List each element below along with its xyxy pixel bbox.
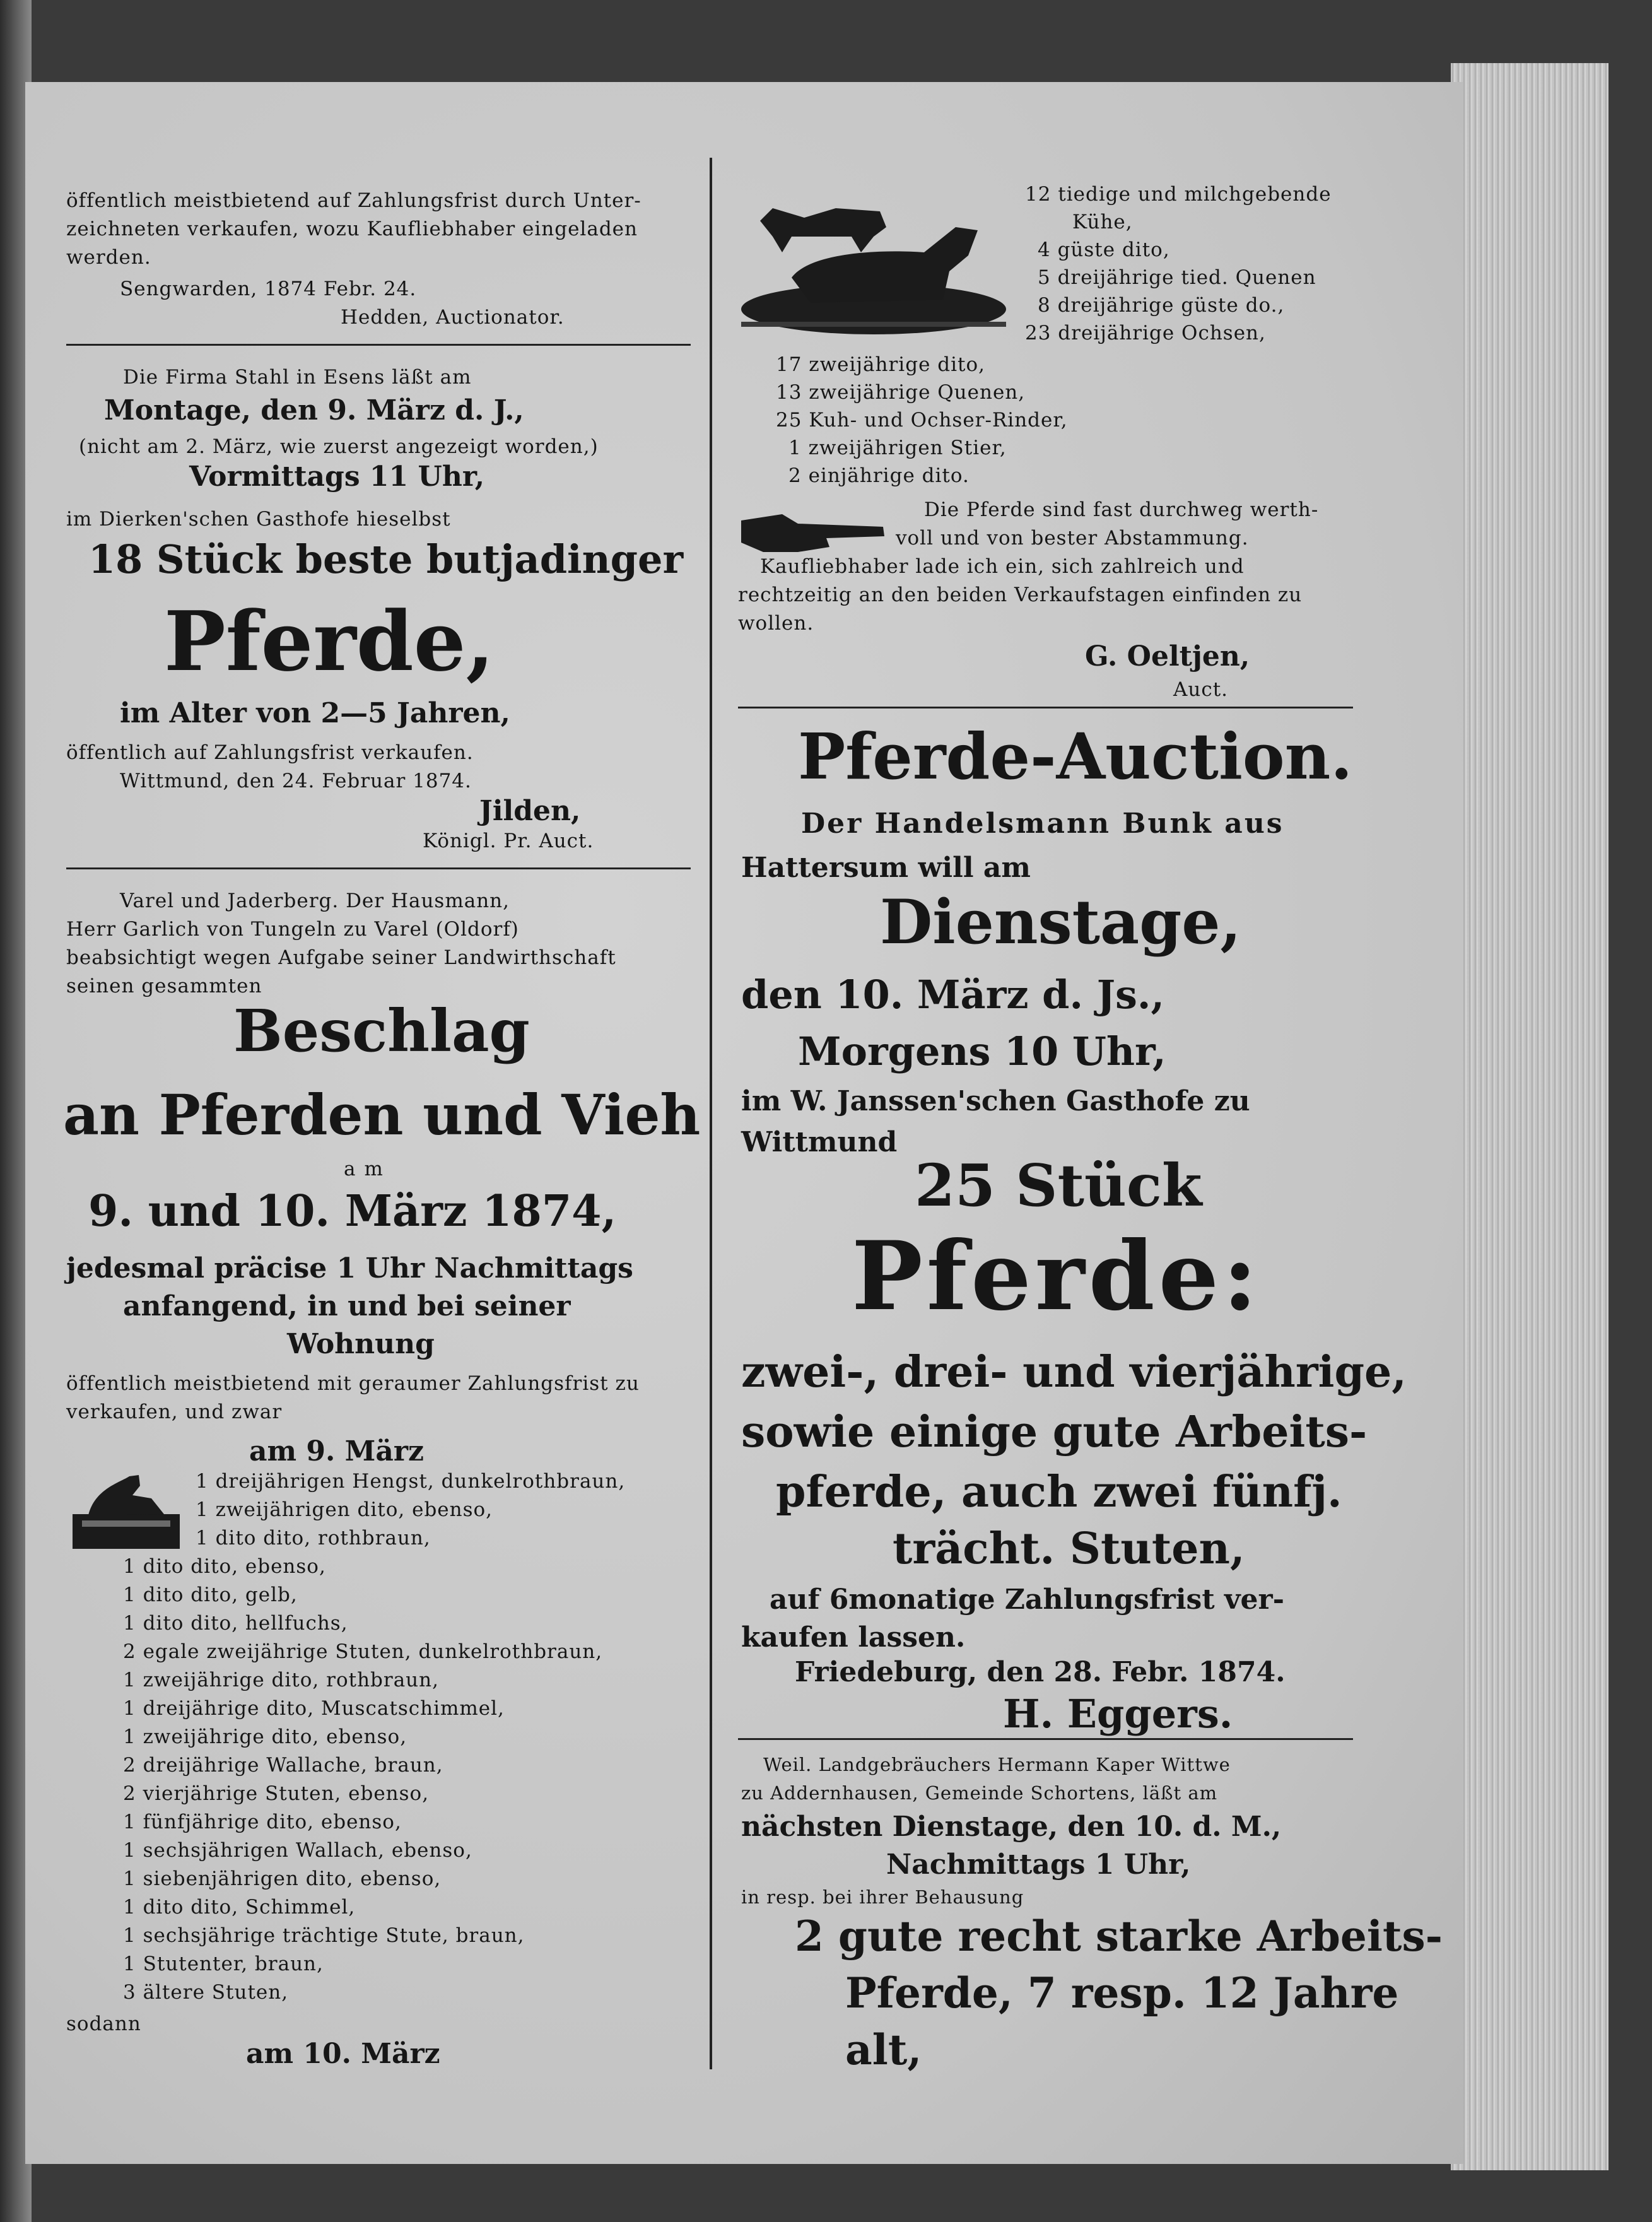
- horse-vignette-icon: [69, 1470, 183, 1552]
- ad-r3-line: Nachmittags 1 Uhr,: [886, 1849, 1191, 1881]
- ad2-line: Jilden,: [479, 795, 581, 827]
- list-item: 1 sechsjährigen Wallach, ebenso,: [123, 1839, 472, 1862]
- list-item: 8 dreijährige güste do.,: [1038, 294, 1285, 317]
- list-item: 5 dreijährige tied. Quenen: [1038, 266, 1316, 289]
- ad-r1-note: voll und von bester Abstammung.: [896, 527, 1249, 550]
- list-item: 23 dreijährige Ochsen,: [1025, 322, 1266, 344]
- ad3-am10: am 10. März: [246, 2038, 440, 2070]
- ad2-headline: 18 Stück beste butjadinger: [88, 536, 684, 582]
- list-item: 4 güste dito,: [1038, 238, 1170, 261]
- ad-r1-note: Die Pferde sind fast durchweg werth-: [924, 498, 1319, 521]
- ad-r3-headline: Pferde, 7 resp. 12 Jahre: [845, 1968, 1399, 2018]
- ad2-pferde: Pferde,: [164, 593, 495, 690]
- ad2-line: im Dierken'schen Gasthofe hieselbst: [66, 508, 451, 531]
- list-item: 1 dito dito, hellfuchs,: [123, 1612, 348, 1635]
- list-item: 25 Kuh- und Ochser-Rinder,: [776, 409, 1068, 432]
- list-item: 1 zweijährige dito, ebenso,: [123, 1725, 407, 1748]
- ad-r2-line: Friedeburg, den 28. Febr. 1874.: [795, 1656, 1286, 1688]
- ad-r2-pferde: Pferde:: [852, 1221, 1262, 1332]
- ad-r2-line: Wittmund: [741, 1126, 898, 1158]
- ad1-line: werden.: [66, 246, 151, 269]
- ad3-line: seinen gesammten: [66, 975, 262, 997]
- ad-r1-signature: G. Oeltjen,: [1085, 640, 1250, 673]
- ad-r2-count: 25 Stück: [915, 1151, 1202, 1220]
- book-fore-edge: [1451, 63, 1608, 2170]
- list-item: 1 zweijährigen Stier,: [788, 437, 1007, 459]
- ad2-line: Wittmund, den 24. Februar 1874.: [120, 770, 472, 792]
- ad3-line: verkaufen, und zwar: [66, 1401, 283, 1423]
- ad-separator: [66, 344, 691, 346]
- ad-r1-signature2: Auct.: [1173, 678, 1229, 701]
- ad3-line: anfangend, in und bei seiner: [123, 1290, 571, 1322]
- ad3-beschlag: Beschlag: [233, 997, 530, 1065]
- list-item: 2 einjährige dito.: [788, 464, 970, 487]
- ad-r3-line: zu Addernhausen, Gemeinde Schortens, läßt am: [741, 1782, 1218, 1804]
- ad-r1-line: Kaufliebhaber lade ich ein, sich zahlreich und: [760, 555, 1245, 578]
- ad-r1-line: wollen.: [738, 612, 814, 635]
- ad-r3-line: in resp. bei ihrer Behausung: [741, 1886, 1024, 1908]
- ad-r3-line: nächsten Dienstage, den 10. d. M.,: [741, 1811, 1282, 1843]
- list-item: 3 ältere Stuten,: [123, 1981, 289, 2004]
- ad-r3-headline: alt,: [845, 2025, 922, 2074]
- ad3-line: am: [344, 1158, 392, 1180]
- list-item: 1 dito dito, rothbraun,: [196, 1527, 431, 1549]
- ad-r2-line: trächt. Stuten,: [893, 1524, 1245, 1574]
- ad3-line: Varel und Jaderberg. Der Hausmann,: [120, 890, 510, 912]
- ad3-line: am 9. März: [249, 1435, 425, 1467]
- list-item: 1 siebenjährigen dito, ebenso,: [123, 1867, 442, 1890]
- ad-r2-title: Pferde-Auction.: [798, 719, 1353, 794]
- ad-r2-date: den 10. März d. Js.,: [741, 972, 1165, 1018]
- list-item: 1 dito dito, Schimmel,: [123, 1896, 356, 1919]
- ad-r2-line: kaufen lassen.: [741, 1621, 966, 1654]
- ad2-line: Die Firma Stahl in Esens läßt am: [123, 366, 472, 389]
- column-divider: [710, 158, 712, 2069]
- list-item: 1 dito dito, gelb,: [123, 1584, 298, 1606]
- ad-separator: [738, 1738, 1353, 1740]
- cattle-vignette-icon: [735, 183, 1012, 341]
- list-item: Kühe,: [1072, 211, 1133, 233]
- ad1-line: öffentlich meistbietend auf Zahlungsfrist durch Unter-: [66, 189, 641, 212]
- ad3-line: öffentlich meistbietend mit geraumer Zahlungsfrist zu: [66, 1372, 640, 1395]
- ad2-line: Vormittags 11 Uhr,: [189, 461, 485, 493]
- ad3-dates: 9. und 10. März 1874,: [88, 1186, 617, 1237]
- ad2-line: öffentlich auf Zahlungsfrist verkaufen.: [66, 741, 474, 764]
- list-item: 1 Stutenter, braun,: [123, 1953, 324, 1975]
- ad-r3-line: Weil. Landgebräuchers Hermann Kaper Wittwe: [763, 1754, 1231, 1775]
- list-item: 1 dreijährige dito, Muscatschimmel,: [123, 1697, 505, 1720]
- ad-separator: [738, 707, 1353, 708]
- ad-r3-headline: 2 gute recht starke Arbeits-: [795, 1912, 1443, 1961]
- list-item: 17 zweijährige dito,: [776, 353, 985, 376]
- pointing-hand-icon: [738, 508, 889, 558]
- list-item: 12 tiedige und milchgebende: [1025, 183, 1332, 206]
- ad-r2-signature: H. Eggers.: [1003, 1691, 1233, 1737]
- list-item: 1 fünfjährige dito, ebenso,: [123, 1811, 402, 1833]
- ad-r2-line: im W. Janssen'schen Gasthofe zu: [741, 1085, 1250, 1117]
- ad-r2-line: Hattersum will am: [741, 852, 1031, 884]
- ad3-line: jedesmal präcise 1 Uhr Nachmittags: [66, 1252, 633, 1284]
- ad-r2-time: Morgens 10 Uhr,: [798, 1028, 1166, 1074]
- ad-r2-line: zwei-, drei- und vierjährige,: [741, 1347, 1407, 1397]
- list-item: 2 dreijährige Wallache, braun,: [123, 1754, 443, 1777]
- ad3-headline: an Pferden und Vieh: [63, 1082, 701, 1148]
- ad-r2-line: auf 6monatige Zahlungsfrist ver-: [770, 1584, 1284, 1616]
- ad1-place-date: Sengwarden, 1874 Febr. 24.: [120, 278, 417, 300]
- ad3-line: Wohnung: [287, 1328, 435, 1360]
- ad1-signature: Hedden, Auctionator.: [341, 306, 565, 329]
- ad-r1-line: rechtzeitig an den beiden Verkaufstagen einfinden zu: [738, 584, 1303, 606]
- ad-r2-line: sowie einige gute Arbeits-: [741, 1407, 1368, 1457]
- list-item: 2 egale zweijährige Stuten, dunkelrothbraun,: [123, 1640, 603, 1663]
- ad2-line: im Alter von 2—5 Jahren,: [120, 697, 510, 729]
- list-item: 1 dito dito, ebenso,: [123, 1555, 326, 1578]
- ad-r2-line: Der Handelsmann Bunk aus: [801, 808, 1284, 840]
- ad2-line: (nicht am 2. März, wie zuerst angezeigt worden,): [79, 435, 599, 458]
- list-item: 2 vierjährige Stuten, ebenso,: [123, 1782, 430, 1805]
- list-item: 13 zweijährige Quenen,: [776, 381, 1026, 404]
- ad1-line: zeichneten verkaufen, wozu Kaufliebhaber eingeladen: [66, 218, 638, 240]
- ad3-line: beabsichtigt wegen Aufgabe seiner Landwirthschaft: [66, 946, 616, 969]
- ad2-line: Montage, den 9. März d. J.,: [104, 394, 524, 426]
- list-item: 1 sechsjährige trächtige Stute, braun,: [123, 1924, 525, 1947]
- list-item: 1 dreijährigen Hengst, dunkelrothbraun,: [196, 1470, 626, 1493]
- ad-separator: [66, 867, 691, 869]
- ad-r2-line: pferde, auch zwei fünfj.: [776, 1467, 1342, 1517]
- list-item: 1 zweijährige dito, rothbraun,: [123, 1669, 439, 1691]
- ad2-line: Königl. Pr. Auct.: [423, 830, 594, 852]
- ad3-sodann: sodann: [66, 2013, 141, 2035]
- ad3-line: Herr Garlich von Tungeln zu Varel (Oldorf): [66, 918, 519, 941]
- list-item: 1 zweijährigen dito, ebenso,: [196, 1498, 493, 1521]
- ad-r2-dienstage: Dienstage,: [880, 886, 1241, 958]
